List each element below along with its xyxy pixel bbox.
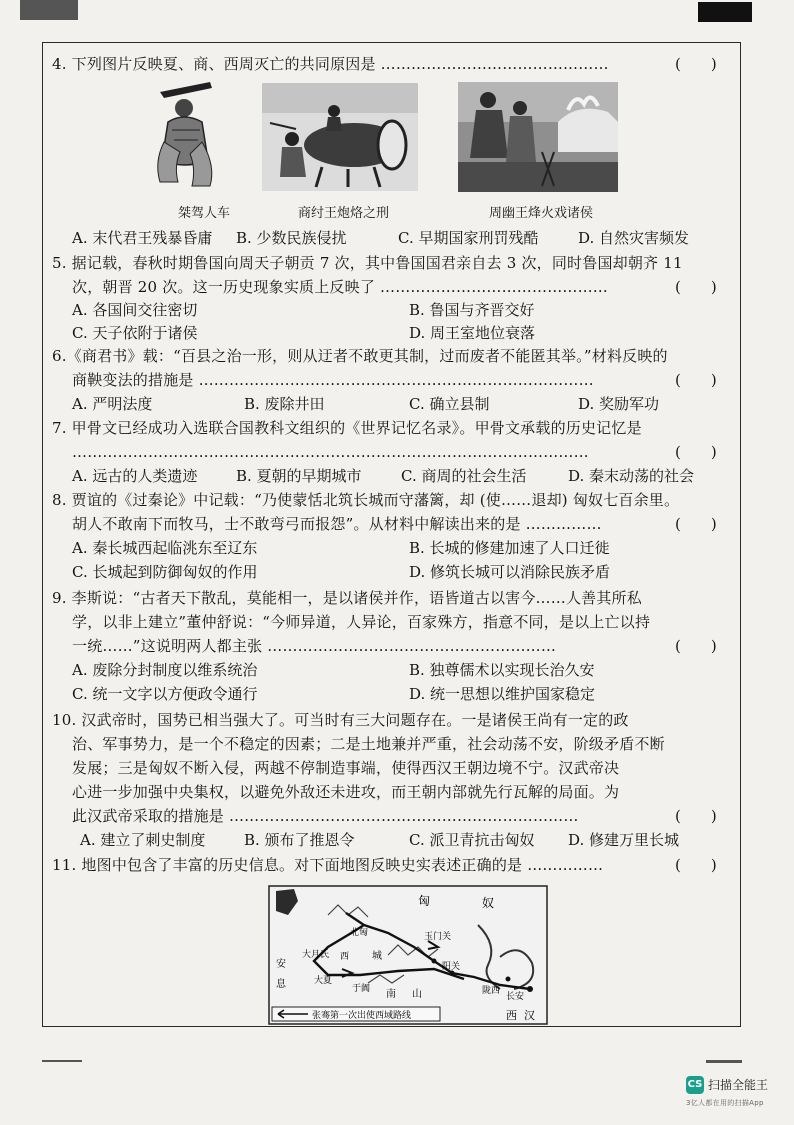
map-label: 匈 xyxy=(418,894,431,908)
option-a: A. 严明法度 xyxy=(72,395,153,413)
answer-bracket: ( ) xyxy=(675,637,717,655)
map-label: 大月氏 xyxy=(302,950,330,960)
option-b: B. 独尊儒术以实现长治久安 xyxy=(409,661,595,679)
question-7-stem-cont: ………………………………………………………………………………………… xyxy=(72,443,589,461)
option-a: A. 废除分封制度以维系统治 xyxy=(72,661,258,679)
map-label: 山 xyxy=(412,989,422,1000)
option-a: A. 末代君王残暴昏庸 xyxy=(72,229,213,247)
question-5-stem-cont: 次，朝晋 20 次。这一历史现象实质上反映了 ……………………………………… xyxy=(72,278,608,296)
option-c: C. 长城起到防御匈奴的作用 xyxy=(72,563,258,581)
question-11-stem: 11. 地图中包含了丰富的历史信息。对下面地图反映史实表述正确的是 …………… xyxy=(52,856,604,874)
map-label: 汉 xyxy=(524,1009,535,1022)
question-8-stem: 8. 贾谊的《过秦论》中记载：“乃使蒙恬北筑长城而守藩篱，却 (使……退却) 匈奴七百余里。 xyxy=(52,491,680,509)
option-c: C. 商周的社会生活 xyxy=(401,467,527,485)
question-9-stem-cont: 一统……”这说明两人都主张 ………………………………………………… xyxy=(72,637,557,655)
map-legend: 张骞第一次出使西域路线 xyxy=(312,1011,412,1021)
answer-bracket: ( ) xyxy=(675,807,717,825)
option-d: D. 自然灾害频发 xyxy=(578,229,690,247)
scan-mark xyxy=(698,2,752,22)
scanner-tagline: 3亿人都在用的扫描App xyxy=(686,1099,764,1107)
question-8-stem-cont: 胡人不敢南下而牧马，士不敢弯弓而报怨”。从材料中解读出来的是 …………… xyxy=(72,515,602,533)
answer-bracket: ( ) xyxy=(675,55,717,73)
question-10-stem-cont: 心进一步加强中央集权，以避免外敌还未进攻，而王朝内部就先行瓦解的局面。为 xyxy=(72,783,620,801)
map-label: 长安 xyxy=(506,992,525,1002)
option-d: D. 修建万里长城 xyxy=(568,831,680,849)
answer-bracket: ( ) xyxy=(675,371,717,389)
question-5-stem: 5. 据记载，春秋时期鲁国向周天子朝贡 7 次，其中鲁国国君亲自去 3 次，同时鲁国却朝齐 11 xyxy=(52,254,683,272)
question-10-stem-cont: 此汉武帝采取的措施是 …………………………………………………………… xyxy=(72,807,579,825)
answer-bracket: ( ) xyxy=(675,856,717,874)
zhang-qian-route-map xyxy=(268,885,548,1025)
map-label: 安 xyxy=(276,959,286,970)
answer-bracket: ( ) xyxy=(675,443,717,461)
option-a: A. 建立了刺史制度 xyxy=(80,831,206,849)
image-caption-3: 周幽王烽火戏诸侯 xyxy=(489,206,594,221)
map-label: 奴 xyxy=(482,896,495,910)
map-label: 城 xyxy=(372,951,382,962)
question-9-stem-cont: 学，以非上建立”董仲舒说：“今师异道，人异论，百家殊方，指意不同，是以上亡以持 xyxy=(72,613,651,631)
option-b: B. 长城的修建加速了人口迁徙 xyxy=(409,539,610,557)
shang-zhou-torture-illustration xyxy=(262,83,418,191)
map-label: 于阗 xyxy=(352,984,371,994)
divider xyxy=(706,1060,742,1063)
option-b: B. 废除井田 xyxy=(244,395,325,413)
divider xyxy=(42,1060,82,1062)
image-caption-2: 商纣王炮烙之刑 xyxy=(298,206,390,221)
answer-bracket: ( ) xyxy=(675,515,717,533)
option-d: D. 周王室地位衰落 xyxy=(409,324,536,342)
option-c: C. 天子依附于诸侯 xyxy=(72,324,198,342)
scanner-logo: CS xyxy=(686,1076,704,1094)
question-10-stem: 10. 汉武帝时，国势已相当强大了。可当时有三大问题存在。一是诸侯王尚有一定的政 xyxy=(52,711,629,729)
option-b: B. 夏朝的早期城市 xyxy=(236,467,362,485)
map-label: 北匈 xyxy=(350,928,369,938)
map-label: 陇西 xyxy=(482,986,501,996)
map-label: 息 xyxy=(276,979,286,990)
option-a: A. 各国间交往密切 xyxy=(72,301,198,319)
question-6-stem-cont: 商鞅变法的措施是 …………………………………………………………………… xyxy=(72,371,594,389)
option-c: C. 早期国家刑罚残酷 xyxy=(398,229,539,247)
scan-mark xyxy=(20,0,78,20)
image-caption-1: 桀驾人车 xyxy=(178,206,231,221)
map-label: 西 xyxy=(340,952,350,962)
option-d: D. 统一思想以维护国家稳定 xyxy=(409,685,596,703)
question-10-stem-cont: 治、军事势力，是一个不稳定的因素；二是土地兼并严重，社会动荡不安，阶级矛盾不断 xyxy=(72,735,665,753)
option-c: C. 统一文字以方便政令通行 xyxy=(72,685,258,703)
scanner-name: 扫描全能王 xyxy=(708,1078,769,1092)
option-c: C. 派卫青抗击匈奴 xyxy=(409,831,535,849)
jie-chariot-illustration xyxy=(150,82,226,192)
option-b: B. 鲁国与齐晋交好 xyxy=(409,301,535,319)
option-b: B. 少数民族侵扰 xyxy=(236,229,347,247)
option-d: D. 奖励军功 xyxy=(578,395,660,413)
option-c: C. 确立县制 xyxy=(409,395,490,413)
option-d: D. 修筑长城可以消除民族矛盾 xyxy=(409,563,611,581)
map-label: 西 xyxy=(506,1009,517,1022)
option-b: B. 颁布了推恩令 xyxy=(244,831,355,849)
map-label: 大夏 xyxy=(314,976,333,986)
option-a: A. 秦长城西起临洮东至辽东 xyxy=(72,539,258,557)
question-4-stem: 4. 下列图片反映夏、商、西周灭亡的共同原因是 ……………………………………… xyxy=(52,55,609,73)
map-label: 南 xyxy=(386,989,396,1000)
question-7-stem: 7. 甲骨文已经成功入选联合国教科文组织的《世界记忆名录》。甲骨文承载的历史记忆是 xyxy=(52,419,642,437)
answer-bracket: ( ) xyxy=(675,278,717,296)
map-label: 玉门关 xyxy=(424,932,452,942)
option-a: A. 远古的人类遗迹 xyxy=(72,467,198,485)
option-d: D. 秦末动荡的社会 xyxy=(568,467,695,485)
question-9-stem: 9. 李斯说：“古者天下散乱，莫能相一，是以诸侯并作，语皆道古以害今……人善其所私 xyxy=(52,589,642,607)
zhou-youwang-beacon-illustration xyxy=(458,82,618,192)
question-10-stem-cont: 发展；三是匈奴不断入侵，两越不停制造事端，使得西汉王朝边境不宁。汉武帝决 xyxy=(72,759,620,777)
map-label: 阳关 xyxy=(442,962,461,972)
question-6-stem: 6.《商君书》载：“百县之治一形，则从迂者不敢更其制，过而废者不能匿其举。”材料反映的 xyxy=(52,347,668,365)
